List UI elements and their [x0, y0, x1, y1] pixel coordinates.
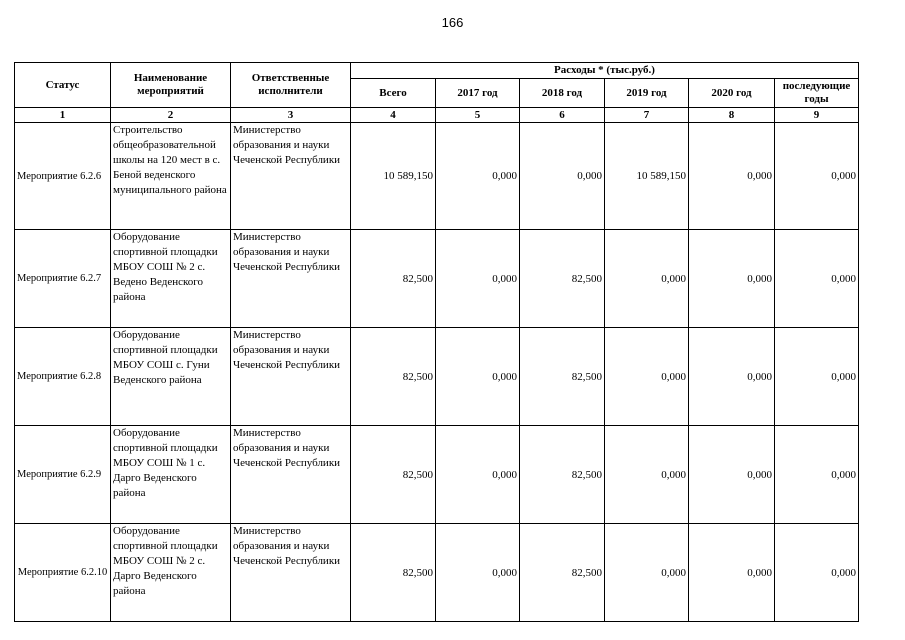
- row-2017: 0,000: [436, 123, 520, 230]
- header-status: Статус: [15, 63, 111, 108]
- row-status: Мероприятие 6.2.9: [15, 426, 111, 524]
- row-later: 0,000: [775, 230, 859, 328]
- column-index: 6: [520, 108, 605, 123]
- row-2020: 0,000: [689, 123, 775, 230]
- row-2019: 0,000: [605, 230, 689, 328]
- column-index: 4: [351, 108, 436, 123]
- row-name: Строительство общеобразовательной школы на 120 мест в с. Беной веденского муниципального района: [111, 123, 231, 230]
- page-number: 166: [441, 15, 464, 30]
- column-index: 1: [15, 108, 111, 123]
- budget-table: [14, 62, 859, 622]
- row-executor: Министерство образования и науки Чеченской Республики: [231, 328, 351, 426]
- row-2020: 0,000: [689, 524, 775, 622]
- row-status: Мероприятие 6.2.6: [15, 123, 111, 230]
- row-2017: 0,000: [436, 524, 520, 622]
- row-status: Мероприятие 6.2.7: [15, 230, 111, 328]
- header-name: Наименование мероприятий: [111, 63, 231, 108]
- column-index: 7: [605, 108, 689, 123]
- row-2019: 10 589,150: [605, 123, 689, 230]
- row-name: Оборудование спортивной площадки МБОУ СОШ № 2 с. Дарго Веденского района: [111, 524, 231, 622]
- row-status: Мероприятие 6.2.10: [15, 524, 111, 622]
- column-index: 8: [689, 108, 775, 123]
- table-row: [15, 328, 859, 426]
- row-2017: 0,000: [436, 328, 520, 426]
- row-name: Оборудование спортивной площадки МБОУ СОШ № 1 с. Дарго Веденского района: [111, 426, 231, 524]
- header-row-top: [15, 63, 859, 79]
- row-later: 0,000: [775, 524, 859, 622]
- table-row: [15, 524, 859, 622]
- row-2018: 82,500: [520, 230, 605, 328]
- row-executor: Министерство образования и науки Чеченской Республики: [231, 230, 351, 328]
- header-2017: 2017 год: [436, 79, 520, 108]
- row-2018: 82,500: [520, 328, 605, 426]
- row-2018: 82,500: [520, 426, 605, 524]
- row-later: 0,000: [775, 426, 859, 524]
- row-2017: 0,000: [436, 426, 520, 524]
- row-2020: 0,000: [689, 230, 775, 328]
- row-2020: 0,000: [689, 328, 775, 426]
- header-2018: 2018 год: [520, 79, 605, 108]
- row-executor: Министерство образования и науки Чеченской Республики: [231, 524, 351, 622]
- row-2019: 0,000: [605, 328, 689, 426]
- column-index: 9: [775, 108, 859, 123]
- table-row: [15, 230, 859, 328]
- header-total: Всего: [351, 79, 436, 108]
- column-index: 5: [436, 108, 520, 123]
- row-2018: 82,500: [520, 524, 605, 622]
- row-total: 10 589,150: [351, 123, 436, 230]
- row-status: Мероприятие 6.2.8: [15, 328, 111, 426]
- row-later: 0,000: [775, 328, 859, 426]
- row-2018: 0,000: [520, 123, 605, 230]
- header-later-years: последующие годы: [775, 79, 859, 108]
- header-expenses: Расходы * (тыс.руб.): [351, 63, 859, 79]
- row-total: 82,500: [351, 524, 436, 622]
- row-name: Оборудование спортивной площадки МБОУ СОШ № 2 с. Ведено Веденского района: [111, 230, 231, 328]
- header-2019: 2019 год: [605, 79, 689, 108]
- row-total: 82,500: [351, 328, 436, 426]
- row-name: Оборудование спортивной площадки МБОУ СОШ с. Гуни Веденского района: [111, 328, 231, 426]
- column-index: 2: [111, 108, 231, 123]
- table-row: [15, 426, 859, 524]
- header-executors: Ответственные исполнители: [231, 63, 351, 108]
- row-2019: 0,000: [605, 524, 689, 622]
- header-2020: 2020 год: [689, 79, 775, 108]
- row-later: 0,000: [775, 123, 859, 230]
- table-row: [15, 123, 859, 230]
- row-total: 82,500: [351, 230, 436, 328]
- row-executor: Министерство образования и науки Чеченской Республики: [231, 123, 351, 230]
- row-executor: Министерство образования и науки Чеченской Республики: [231, 426, 351, 524]
- column-index: 3: [231, 108, 351, 123]
- row-2017: 0,000: [436, 230, 520, 328]
- row-total: 82,500: [351, 426, 436, 524]
- column-index-row: [15, 108, 859, 123]
- row-2020: 0,000: [689, 426, 775, 524]
- row-2019: 0,000: [605, 426, 689, 524]
